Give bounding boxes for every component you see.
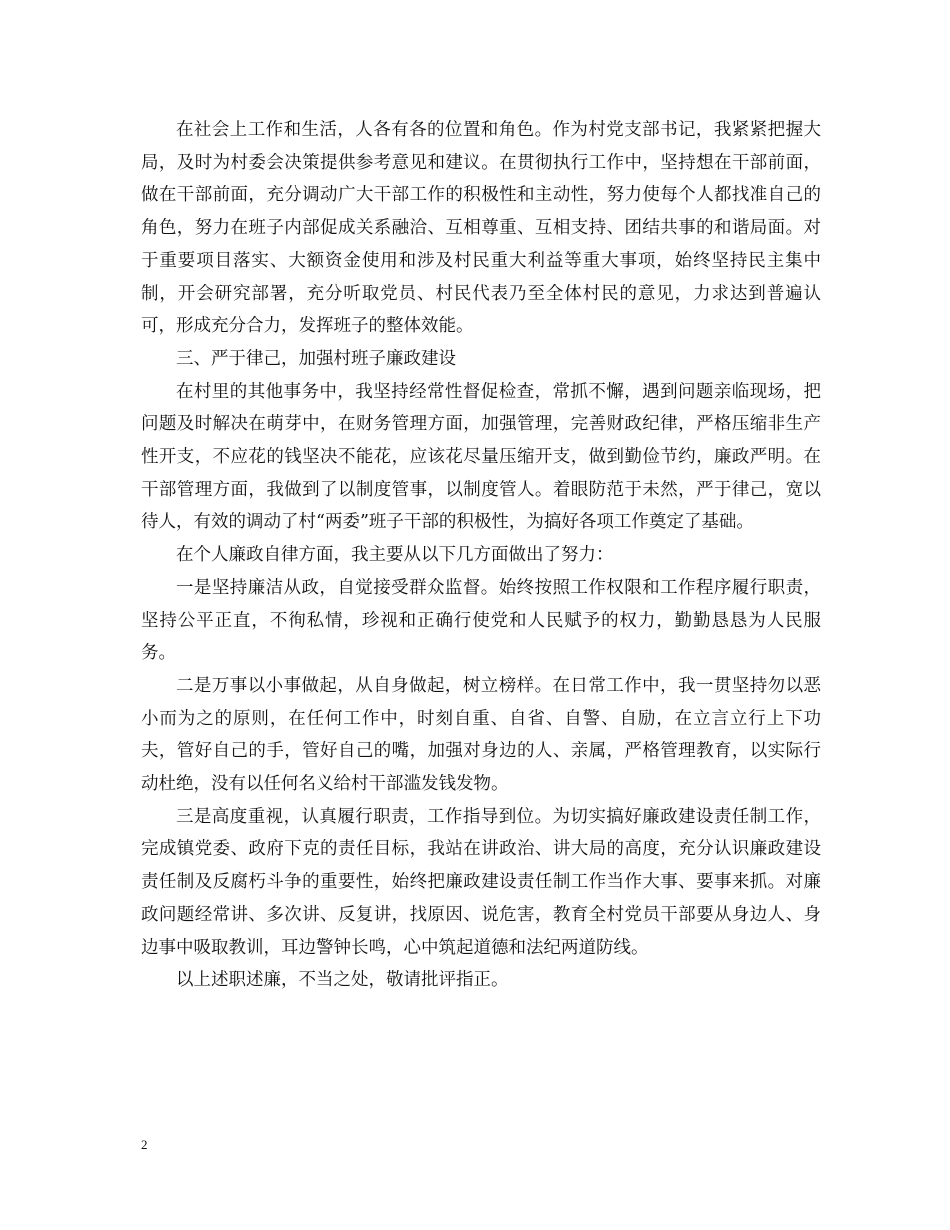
document-body xyxy=(141,114,821,997)
section-heading: 三、严于律己，加强村班子廉政建设 xyxy=(176,348,456,369)
paragraph-4: 一是坚持廉洁从政，自觉接受群众监督。始终按照工作权限和工作程序履行职责，坚持公平正直，不徇私情，珍视和正确行使党和人民赋予的权力，勤勤恳恳为人民服务。 xyxy=(141,577,821,664)
paragraph-2: 在村里的其他事务中，我坚持经常性督促检查，常抓不懈，遇到问题亲临现场，把问题及时解决在萌芽中，在财务管理方面，加强管理，完善财政纪律，严格压缩非生产性开支，不应花的钱坚决不能花，应该花尽量压缩开支，做到勤俭节约，廉政严明。在干部管理方面，我做到了以制度管事，以制度管人。着眼防范于未然，严于律己，宽以待人，有效的调动了村“两委”班子干部的积极性，为搞好各项工作奠定了基础。 xyxy=(141,381,821,533)
paragraph-1: 在社会上工作和生活，人各有各的位置和角色。作为村党支部书记，我紧紧把握大局，及时为村委会决策提供参考意见和建议。在贯彻执行工作中，坚持想在干部前面，做在干部前面，充分调动广大干部工作的积极性和主动性，努力使每个人都找准自己的角色，努力在班子内部促成关系融洽、互相尊重、互相支持、团结共事的和谐局面。对于重要项目落实、大额资金使用和涉及村民重大利益等重大事项，始终坚持民主集中制，开会研究部署，充分听取党员、村民代表乃至全体村民的意见，力求达到普遍认可，形成充分合力，发挥班子的整体效能。 xyxy=(141,120,821,337)
paragraph-6: 三是高度重视，认真履行职责，工作指导到位。为切实搞好廉政建设责任制工作，完成镇党委、政府下克的责任目标，我站在讲政治、讲大局的高度，充分认识廉政建设责任制及反腐朽斗争的重要性，始终把廉政建设责任制工作当作大事、要事来抓。对廉政问题经常讲、多次讲、反复讲，找原因、说危害，教育全村党员干部要从身边人、身边事中吸取教训，耳边警钟长鸣，心中筑起道德和法纪两道防线。 xyxy=(141,806,821,958)
paragraph-3: 在个人廉政自律方面，我主要从以下几方面做出了努力： xyxy=(176,545,614,566)
paragraph-5: 二是万事以小事做起，从自身做起，树立榜样。在日常工作中，我一贯坚持勿以恶小而为之的原则，在任何工作中，时刻自重、自省、自警、自励，在立言立行上下功夫，管好自己的手，管好自己的嘴，加强对身边的人、亲属，严格管理教育，以实际行动杜绝，没有以任何名义给村干部滥发钱发物。 xyxy=(141,675,821,795)
closing-paragraph: 以上述职述廉，不当之处，敬请批评指正。 xyxy=(176,970,509,991)
page-number: 2 xyxy=(141,1137,148,1152)
